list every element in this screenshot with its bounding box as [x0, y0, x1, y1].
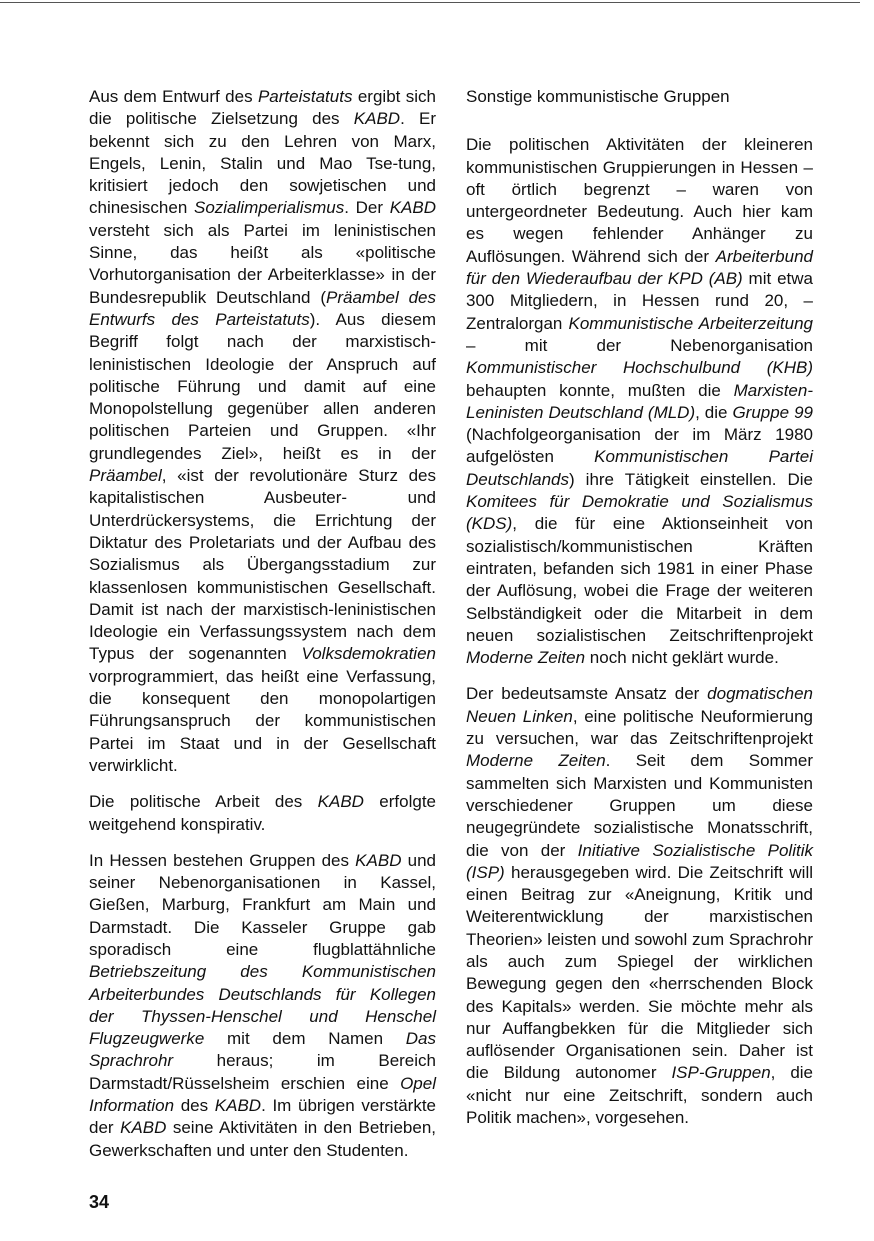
italic-term: Gruppe 99 [732, 402, 813, 422]
text-run: mit dem Namen [204, 1029, 406, 1049]
left-paragraph [89, 791, 436, 836]
text-run: , «ist der revolutionäre Sturz des kapitalistischen Ausbeuter- und Unterdrückersystems, die Errichtung der Diktatur des Proletariats und der Aufbau des Sozialismus als Übergangsstadium zur klassenlosen kommunistischen Gesellschaft. Damit ist nach der marxistisch-leninistischen Ideologie ein Verfassungssystem nach dem Typus der sogenannten [89, 466, 436, 664]
italic-term: Präambel [89, 466, 162, 486]
left-paragraph [89, 850, 436, 1162]
text-run: – mit der Nebenorganisation [466, 335, 813, 355]
italic-term: Sozialimperialismus [193, 198, 345, 218]
italic-term: KABD [355, 850, 402, 870]
italic-term: Moderne Zeiten [466, 648, 586, 668]
text-run: vorprogrammiert, das heißt eine Verfassung, die konsequent den monopolartigen Führungsanspruch der kommunistischen Partei im Staat und in der Gesellschaft verwirklicht. [89, 666, 436, 775]
text-run: Der bedeutsamste Ansatz der [466, 684, 708, 704]
italic-term: Betriebszeitung des Kommunistischen Arbeiterbundes Deutschlands für Kollegen der Thyssen-Henschel und Henschel Flugzeugwerke [89, 962, 436, 1049]
text-run: Die politischen Aktivitäten der kleineren kommunistischen Gruppierungen in Hessen – oft örtlich begrenzt – waren von untergeordneter Bedeutung. Auch hier kam es wegen fehlender Anhänger zu Auflösungen. Während sich der [466, 135, 813, 266]
italic-term: Arbeiterbund für den Wiederaufbau der KPD (AB) [466, 246, 813, 289]
italic-term: KABD [353, 109, 401, 129]
left-column [89, 86, 436, 1176]
text-run: . Der [344, 198, 390, 218]
right-paragraph [466, 683, 813, 1129]
text-run: , eine politische Neuformierung zu versuchen, war das Zeitschriftenprojekt [466, 706, 813, 749]
italic-term: KABD [389, 198, 436, 218]
text-run: . Im übrigen verstärkte der [89, 1096, 437, 1138]
text-run: versteht sich als Partei im leninistischen Sinne, das heißt als «politische Vorhutorganisation der Arbeiterklasse» in der Bundesrepublik Deutschland ( [89, 220, 436, 307]
italic-term: Initiative Sozialistische Politik (ISP) [466, 840, 813, 882]
text-run: ). Aus diesem Begriff folgt nach der marxistisch-leninistischen Ideologie der Anspruch auf politische Führung und damit auf eine Monopolstellung gegenüber allen anderen politischen Parteien und Gruppen. «Ihr grundlegendes Ziel», heißt es in der [89, 309, 436, 463]
italic-term: Kommunistischer Hochschulbund (KHB) [466, 358, 813, 378]
page-number: 34 [89, 1192, 110, 1212]
text-run: behaupten konnte, mußten die [466, 380, 734, 400]
text-run: , die für eine Aktionseinheit von sozialistisch/kommunistischen Kräften eintraten, befanden sich 1981 in einer Phase der Auflösung, wobei die Frage der weiteren Selbständigkeit oder die Mitarbeit in dem neuen sozialistischen Zeitschriftenprojekt [466, 514, 813, 645]
text-run: . Seit dem Sommer sammelten sich Marxisten und Kommunisten verschiedener Gruppen um diese neugegründete sozialistische Monatsschrift, die von der [466, 751, 813, 860]
text-run: Die politische Arbeit des [89, 792, 318, 812]
text-run: seine Aktivitäten in den Betrieben, Gewerkschaften und unter den Studenten. [89, 1118, 436, 1160]
text-run: In Hessen bestehen Gruppen des [89, 850, 356, 870]
section-heading: Sonstige kommunistische Gruppen [466, 87, 730, 106]
left-paragraph [89, 86, 436, 777]
text-run: heraus; im Bereich Darmstadt/Rüsselsheim erschien eine [89, 1051, 436, 1093]
italic-term: Opel Information [89, 1073, 436, 1116]
text-run: herausgegeben wird. Die Zeitschrift will einen Beitrag zur «Aneignung, Kritik und Weiterentwicklung der marxistischen Theorien» leisten und sowohl zum Sprachrohr als auch zum Spiegel der wirklichen Bewegung gegen den «herrschenden Block des Kapitals» werden. Sie möchte mehr als nur Auffangbekken für die Mitglieder sich auflösender Organisationen sein. Daher ist die Bildung autonomer [466, 862, 813, 1083]
italic-term: Parteistatuts [257, 87, 353, 106]
text-run: ) ihre Tätigkeit einstellen. Die [569, 469, 813, 489]
right-column-body [466, 134, 813, 1129]
italic-term: Marxisten-Leninisten Deutschland (MLD) [466, 380, 813, 422]
text-run: . Er bekennt sich zu den Lehren von Marx, Engels, Lenin, Stalin und Mao Tse-tung, kritisiert jedoch den sowjetischen und chinesischen [89, 109, 436, 218]
italic-term: KABD [317, 792, 364, 812]
italic-term: Das Sprachrohr [89, 1029, 436, 1071]
right-column [466, 86, 813, 1143]
top-rule [0, 2, 860, 3]
italic-term: KABD [214, 1096, 262, 1116]
text-run: mit etwa 300 Mitgliedern, in Hessen rund 20, – Zentralorgan [466, 269, 813, 333]
text-run: noch nicht geklärt wurde. [585, 648, 779, 668]
italic-term: Präambel des Entwurfs des Parteistatuts [89, 287, 437, 329]
italic-term: dogmatischen Neuen Linken [466, 684, 813, 726]
text-run: Aus dem Entwurf des [89, 87, 258, 106]
text-run: ergibt sich die politische Zielsetzung des [89, 87, 436, 129]
text-run: und seiner Nebenorganisationen in Kassel, Gießen, Marburg, Frankfurt am Main und Darmstadt. Die Kasseler Gruppe gab sporadisch eine flugblattähnliche [89, 850, 436, 959]
italic-term: KABD [120, 1118, 167, 1138]
italic-term: Volksdemokratien [301, 644, 436, 664]
italic-term: Moderne Zeiten [466, 751, 606, 771]
italic-term: Kommunistischen Partei Deutschlands [466, 447, 813, 489]
right-paragraph [466, 134, 813, 669]
text-run: , die «nicht nur eine Zeitschrift, sondern auch Politik machen», vorgesehen. [466, 1063, 813, 1128]
text-run: (Nachfolgeorganisation der im März 1980 aufgelösten [466, 425, 813, 467]
italic-term: Komitees für Demokratie und Sozialismus (KDS) [466, 492, 813, 534]
text-run: erfolgte weitgehend konspirativ. [89, 792, 437, 834]
text-run: des [174, 1096, 215, 1116]
text-run: , die [695, 402, 733, 422]
italic-term: Kommunistische Arbeiterzeitung [568, 313, 813, 333]
italic-term: ISP-Gruppen [671, 1063, 771, 1083]
